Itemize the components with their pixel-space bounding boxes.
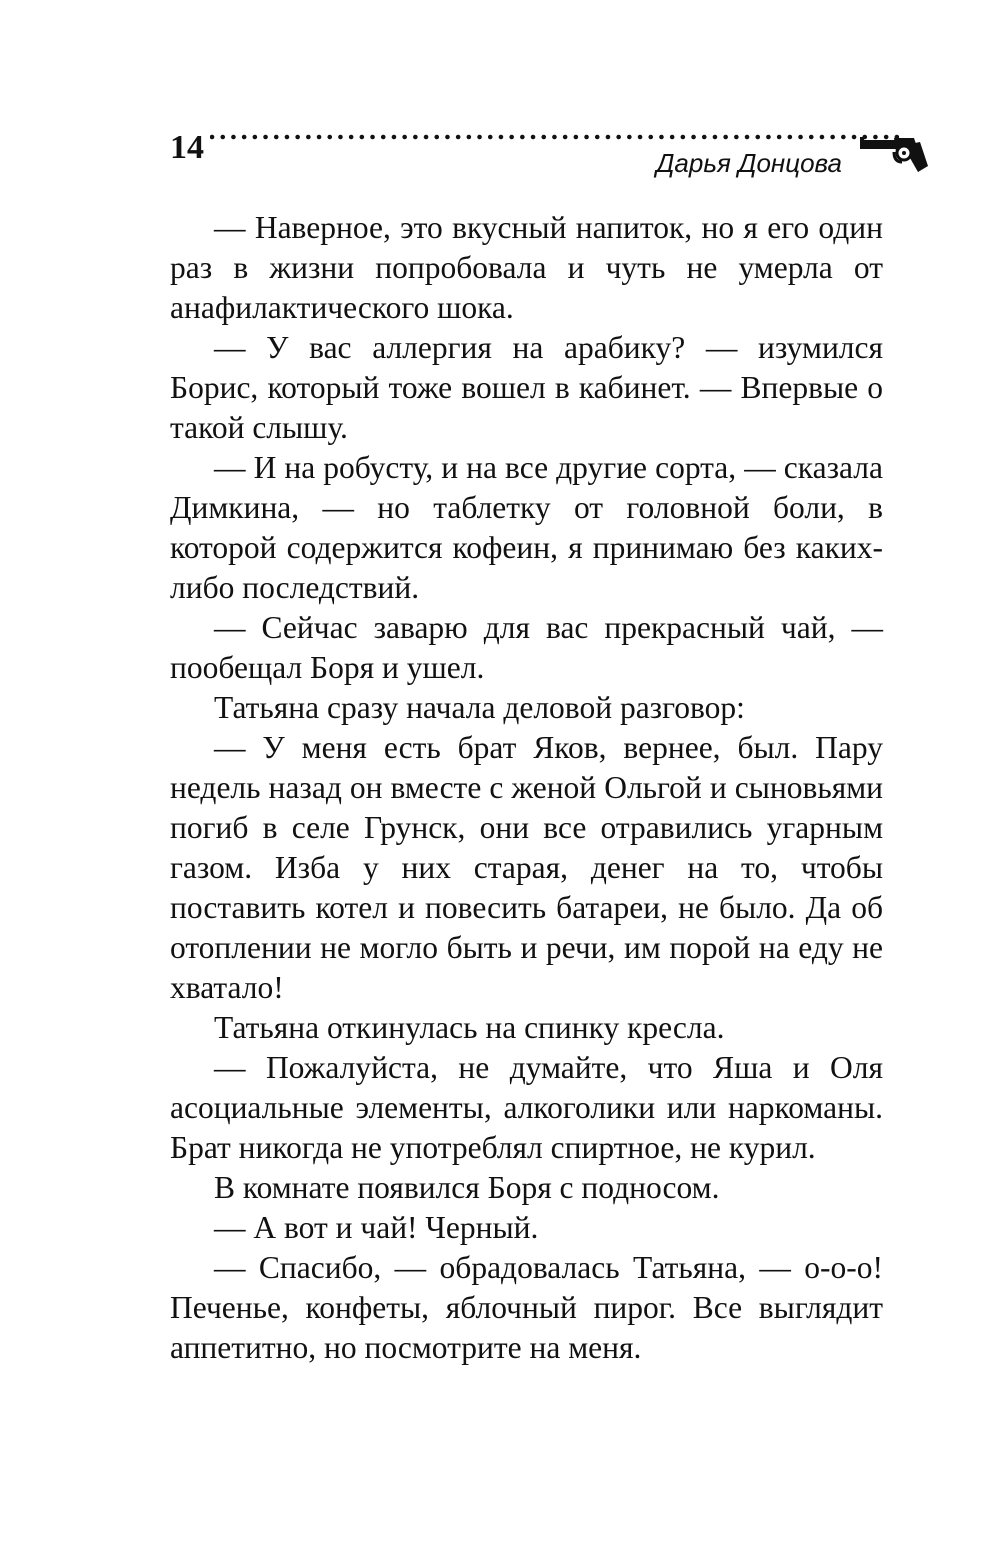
running-header	[170, 118, 930, 208]
paragraph: — У вас аллергия на арабику? — изумился Борис, который тоже вошел в кабинет. — Впервые о такой слышу.	[170, 330, 883, 445]
dotted-rule	[210, 132, 900, 142]
paragraph: — Наверное, это вкусный напиток, но я его один раз в жизни попробовала и чуть не умерла от анафилактического шока.	[170, 210, 883, 325]
paragraph: — Спасибо, — обрадовалась Татьяна, — о-о-о! Печенье, конфеты, яблочный пирог. Все выглядит аппетитно, но посмотрите на меня.	[170, 1250, 883, 1365]
paragraph: — И на робусту, и на все другие сорта, — сказала Димкина, — но таблетку от головной боли, в которой содержится кофеин, я принимаю без каких-либо последствий.	[170, 450, 883, 605]
paragraph: Татьяна сразу начала деловой разговор:	[214, 690, 745, 725]
revolver-icon	[860, 132, 930, 176]
paragraph: В комнате появился Боря с подносом.	[214, 1170, 720, 1205]
page-number: 14	[170, 129, 204, 166]
body-text	[170, 208, 883, 1368]
paragraph: — Пожалуйста, не думайте, что Яша и Оля асоциальные элементы, алкоголики или наркоманы. Брат никогда не употреблял спиртное, не курил.	[170, 1050, 883, 1165]
paragraph: — Сейчас заварю для вас прекрасный чай, — пообещал Боря и ушел.	[170, 610, 883, 685]
author-name: Дарья Донцова	[656, 148, 842, 178]
paragraph: — А вот и чай! Черный.	[214, 1210, 539, 1245]
paragraph: — У меня есть брат Яков, вернее, был. Пару недель назад он вместе с женой Ольгой и сыновьями погиб в селе Грунск, они все отравились угарным газом. Изба у них старая, денег на то, чтобы поставить котел и повесить батареи, не было. Да об отоплении не могло быть и речи, им порой на еду не хватало!	[170, 730, 883, 1005]
paragraph: Татьяна откинулась на спинку кресла.	[214, 1010, 725, 1045]
